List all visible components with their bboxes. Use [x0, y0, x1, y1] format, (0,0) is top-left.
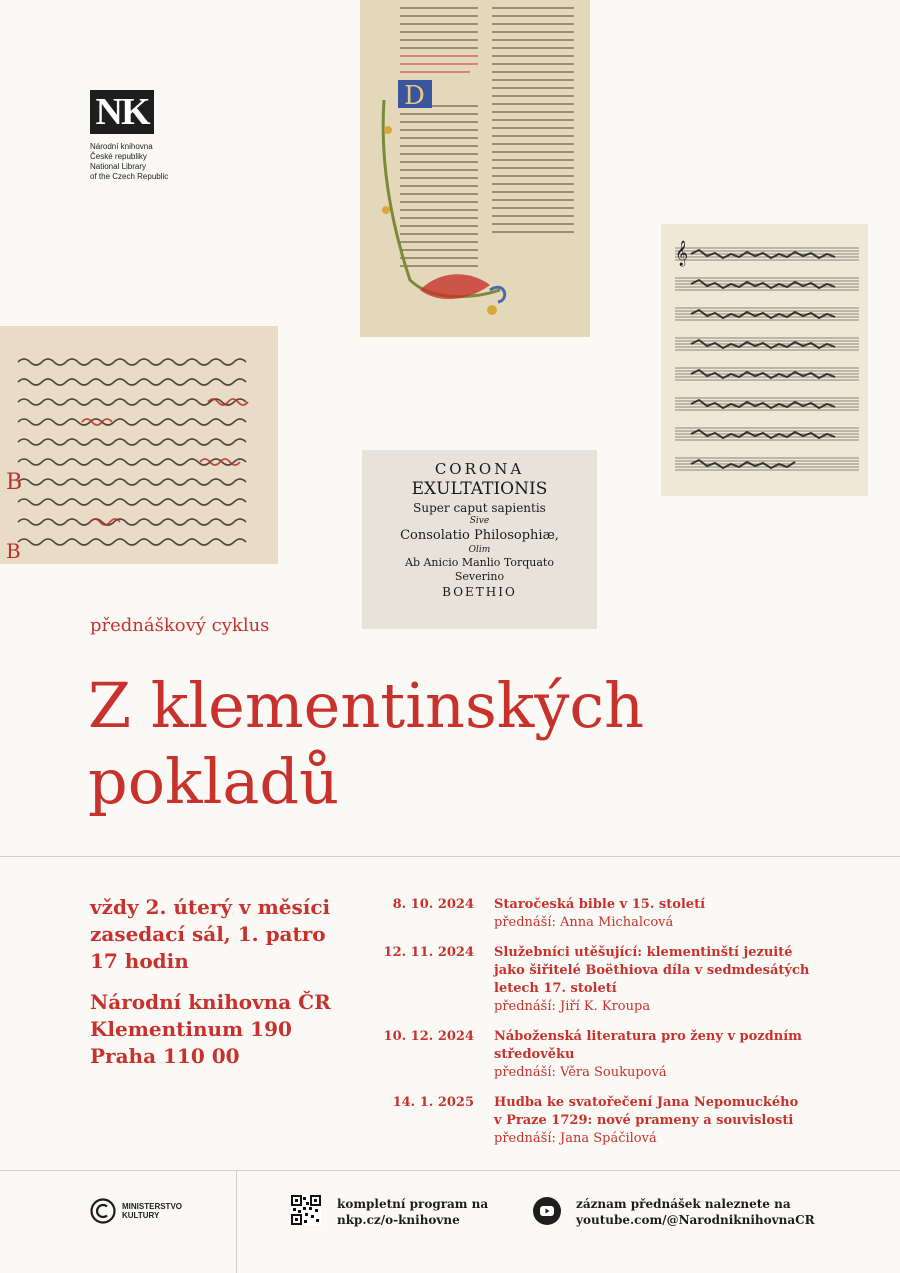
- lecture-list: [380, 896, 850, 1160]
- footer-divider: [0, 1170, 900, 1171]
- divider: [0, 856, 900, 857]
- lecture-date: 14. 1. 2025: [392, 1095, 474, 1110]
- printed-title-page-image: [362, 450, 597, 629]
- page-title-line: pokladů: [88, 745, 339, 818]
- title-page-line: Ab Anicio Manlio Torquato: [405, 556, 554, 569]
- page-title-line: Z klementinských: [88, 669, 645, 742]
- lecture-title: Staročeská bible v 15. století: [494, 897, 706, 912]
- youtube-info: [576, 1196, 815, 1228]
- music-score-image: [661, 224, 868, 496]
- ministry-logo-icon: [90, 1198, 116, 1224]
- venue-city: Praha 110 00: [90, 1044, 240, 1068]
- ministry-name: [122, 1202, 182, 1220]
- title-page-line: Olim: [468, 545, 491, 555]
- venue-street: Klementinum 190: [90, 1017, 292, 1041]
- series-label: přednáškový cyklus: [90, 615, 270, 636]
- lecture-item: [380, 944, 850, 1016]
- title-page-line: CORONA: [434, 460, 525, 478]
- qr-code-icon[interactable]: [291, 1195, 321, 1225]
- footer-vertical-divider: [236, 1170, 237, 1273]
- youtube-link[interactable]: youtube.com/@NarodniknihovnaCR: [576, 1213, 815, 1227]
- czech-manuscript-image: [0, 326, 278, 564]
- lecture-date: 10. 12. 2024: [383, 1029, 474, 1044]
- lecture-title: Služebníci utěšující: klementinští jezuité: [494, 945, 793, 960]
- lecture-title: v Praze 1729: nové prameny a souvislosti: [494, 1113, 794, 1128]
- program-info: [337, 1196, 488, 1228]
- lecture-speaker: přednáší: Jiří K. Kroupa: [494, 999, 651, 1014]
- library-name-line: Národní knihovna: [90, 142, 153, 151]
- library-name-line: of the Czech Republic: [90, 172, 169, 181]
- lecture-date: 8. 10. 2024: [392, 897, 474, 912]
- room-text: zasedací sál, 1. patro: [90, 922, 326, 946]
- illuminated-manuscript-image: [360, 0, 590, 337]
- venue-name: Národní knihovna ČR: [90, 990, 331, 1014]
- lecture-speaker: přednáší: Anna Michalcová: [494, 915, 674, 930]
- youtube-icon[interactable]: [533, 1197, 561, 1225]
- library-name: [90, 142, 230, 182]
- time-text: 17 hodin: [90, 949, 189, 973]
- lecture-item: [380, 1094, 850, 1148]
- page-title: [88, 668, 808, 820]
- title-page-line: EXULTATIONIS: [411, 479, 548, 499]
- event-info: [90, 894, 390, 1070]
- lecture-date: 12. 11. 2024: [383, 945, 474, 960]
- lecture-title: jako šiřitelé Boëthiova díla v sedmdesátých: [494, 963, 810, 978]
- library-name-line: National Library: [90, 162, 147, 171]
- lecture-title: Náboženská literatura pro ženy v pozdním: [494, 1029, 802, 1044]
- svg-text:B: B: [6, 539, 21, 563]
- title-page-line: Severino: [454, 570, 505, 583]
- lecture-speaker: přednáší: Věra Soukupová: [494, 1065, 667, 1080]
- program-text: kompletní program na: [337, 1197, 489, 1211]
- lecture-item: [380, 1028, 850, 1082]
- title-page-line: Super caput sapientis: [413, 501, 546, 515]
- lecture-title: středověku: [494, 1047, 575, 1062]
- svg-text:D: D: [404, 81, 425, 111]
- youtube-text: záznam přednášek naleznete na: [576, 1197, 791, 1211]
- program-link[interactable]: nkp.cz/o-knihovne: [337, 1213, 460, 1227]
- lecture-title: Hudba ke svatořečení Jana Nepomuckého: [494, 1095, 799, 1110]
- lecture-title: letech 17. století: [494, 981, 617, 996]
- ministry-name-line: MINISTERSTVO: [122, 1202, 183, 1211]
- svg-text:B: B: [6, 470, 23, 495]
- lecture-item: [380, 896, 850, 932]
- ministry-name-line: KULTURY: [122, 1211, 160, 1220]
- svg-text:𝄞: 𝄞: [675, 241, 689, 266]
- library-logo: NK: [90, 90, 154, 134]
- library-name-line: České republiky: [90, 152, 147, 161]
- title-page-line: Consolatio Philosophiæ,: [400, 528, 559, 543]
- lecture-speaker: přednáší: Jana Spáčilová: [494, 1131, 657, 1146]
- schedule-text: vždy 2. úterý v měsíci: [90, 895, 331, 919]
- title-page-line: BOETHIO: [442, 585, 517, 599]
- title-page-line: Sive: [469, 516, 490, 526]
